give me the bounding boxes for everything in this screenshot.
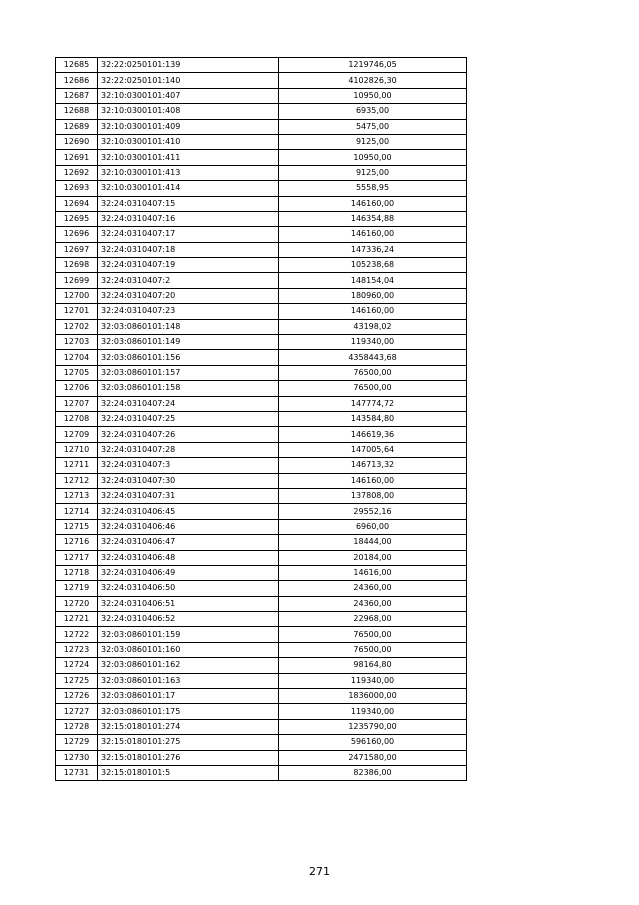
- cadastral-number-cell: 32:15:0180101:5: [98, 765, 279, 780]
- value-cell: 147774,72: [279, 396, 467, 411]
- value-cell: 6960,00: [279, 519, 467, 534]
- value-cell: 119340,00: [279, 704, 467, 719]
- cadastral-number-cell: 32:03:0860101:156: [98, 350, 279, 365]
- table-row: [56, 165, 467, 180]
- value-cell: 76500,00: [279, 627, 467, 642]
- table-row: [56, 319, 467, 334]
- table-row: [56, 365, 467, 380]
- table-body: [56, 58, 467, 781]
- value-cell: 146160,00: [279, 304, 467, 319]
- value-cell: 146160,00: [279, 196, 467, 211]
- value-cell: 148154,04: [279, 273, 467, 288]
- table-row: [56, 765, 467, 780]
- cadastral-number-cell: 32:24:0310407:15: [98, 196, 279, 211]
- row-number-cell: 12702: [56, 319, 98, 334]
- cadastral-number-cell: 32:24:0310407:23: [98, 304, 279, 319]
- table-row: [56, 73, 467, 88]
- row-number-cell: 12698: [56, 258, 98, 273]
- cadastral-number-cell: 32:24:0310406:52: [98, 612, 279, 627]
- row-number-cell: 12722: [56, 627, 98, 642]
- table-row: [56, 242, 467, 257]
- cadastral-number-cell: 32:03:0860101:160: [98, 642, 279, 657]
- cadastral-number-cell: 32:24:0310406:47: [98, 535, 279, 550]
- table-row: [56, 719, 467, 734]
- table-row: [56, 304, 467, 319]
- table-row: [56, 596, 467, 611]
- table-row: [56, 750, 467, 765]
- value-cell: 119340,00: [279, 673, 467, 688]
- row-number-cell: 12707: [56, 396, 98, 411]
- cadastral-number-cell: 32:24:0310407:28: [98, 442, 279, 457]
- table-row: [56, 473, 467, 488]
- value-cell: 29552,16: [279, 504, 467, 519]
- row-number-cell: 12716: [56, 535, 98, 550]
- cadastral-number-cell: 32:24:0310407:2: [98, 273, 279, 288]
- table-row: [56, 442, 467, 457]
- table-row: [56, 581, 467, 596]
- value-cell: 180960,00: [279, 288, 467, 303]
- row-number-cell: 12687: [56, 88, 98, 103]
- cadastral-number-cell: 32:03:0860101:162: [98, 658, 279, 673]
- cadastral-number-cell: 32:03:0860101:17: [98, 689, 279, 704]
- table-row: [56, 458, 467, 473]
- row-number-cell: 12726: [56, 689, 98, 704]
- value-cell: 10950,00: [279, 88, 467, 103]
- table-row: [56, 565, 467, 580]
- row-number-cell: 12688: [56, 104, 98, 119]
- row-number-cell: 12715: [56, 519, 98, 534]
- row-number-cell: 12696: [56, 227, 98, 242]
- cadastral-number-cell: 32:10:0300101:409: [98, 119, 279, 134]
- value-cell: 24360,00: [279, 581, 467, 596]
- value-cell: 146713,32: [279, 458, 467, 473]
- value-cell: 2471580,00: [279, 750, 467, 765]
- cadastral-number-cell: 32:03:0860101:163: [98, 673, 279, 688]
- row-number-cell: 12700: [56, 288, 98, 303]
- value-cell: 5475,00: [279, 119, 467, 134]
- table-row: [56, 627, 467, 642]
- table-row: [56, 58, 467, 73]
- table-row: [56, 519, 467, 534]
- cadastral-number-cell: 32:22:0250101:139: [98, 58, 279, 73]
- page-number: 271: [309, 865, 330, 878]
- row-number-cell: 12697: [56, 242, 98, 257]
- data-table: [55, 57, 467, 781]
- row-number-cell: 12712: [56, 473, 98, 488]
- cadastral-number-cell: 32:24:0310406:51: [98, 596, 279, 611]
- cadastral-number-cell: 32:15:0180101:275: [98, 735, 279, 750]
- row-number-cell: 12717: [56, 550, 98, 565]
- cadastral-number-cell: 32:10:0300101:411: [98, 150, 279, 165]
- cadastral-number-cell: 32:15:0180101:276: [98, 750, 279, 765]
- cadastral-number-cell: 32:03:0860101:148: [98, 319, 279, 334]
- value-cell: 4358443,68: [279, 350, 467, 365]
- cadastral-number-cell: 32:24:0310406:48: [98, 550, 279, 565]
- value-cell: 4102826,30: [279, 73, 467, 88]
- cadastral-number-cell: 32:03:0860101:158: [98, 381, 279, 396]
- row-number-cell: 12691: [56, 150, 98, 165]
- table-row: [56, 288, 467, 303]
- value-cell: 1219746,05: [279, 58, 467, 73]
- table-row: [56, 181, 467, 196]
- row-number-cell: 12689: [56, 119, 98, 134]
- row-number-cell: 12729: [56, 735, 98, 750]
- row-number-cell: 12693: [56, 181, 98, 196]
- cadastral-number-cell: 32:10:0300101:407: [98, 88, 279, 103]
- cadastral-number-cell: 32:24:0310407:25: [98, 411, 279, 426]
- table-row: [56, 612, 467, 627]
- value-cell: 6935,00: [279, 104, 467, 119]
- table-row: [56, 642, 467, 657]
- table-row: [56, 211, 467, 226]
- cadastral-number-cell: 32:24:0310406:45: [98, 504, 279, 519]
- cadastral-number-cell: 32:03:0860101:157: [98, 365, 279, 380]
- cadastral-number-cell: 32:03:0860101:149: [98, 335, 279, 350]
- row-number-cell: 12724: [56, 658, 98, 673]
- table-row: [56, 196, 467, 211]
- row-number-cell: 12705: [56, 365, 98, 380]
- value-cell: 147336,24: [279, 242, 467, 257]
- cadastral-number-cell: 32:24:0310407:19: [98, 258, 279, 273]
- cadastral-number-cell: 32:10:0300101:410: [98, 134, 279, 149]
- value-cell: 1235790,00: [279, 719, 467, 734]
- table-row: [56, 673, 467, 688]
- value-cell: 82386,00: [279, 765, 467, 780]
- cadastral-number-cell: 32:24:0310407:3: [98, 458, 279, 473]
- table-row: [56, 535, 467, 550]
- cadastral-number-cell: 32:10:0300101:414: [98, 181, 279, 196]
- cadastral-number-cell: 32:24:0310407:31: [98, 488, 279, 503]
- row-number-cell: 12723: [56, 642, 98, 657]
- value-cell: 76500,00: [279, 365, 467, 380]
- value-cell: 146354,88: [279, 211, 467, 226]
- cadastral-number-cell: 32:22:0250101:140: [98, 73, 279, 88]
- row-number-cell: 12720: [56, 596, 98, 611]
- row-number-cell: 12713: [56, 488, 98, 503]
- cadastral-number-cell: 32:03:0860101:175: [98, 704, 279, 719]
- table-row: [56, 335, 467, 350]
- row-number-cell: 12730: [56, 750, 98, 765]
- table-row: [56, 704, 467, 719]
- row-number-cell: 12686: [56, 73, 98, 88]
- row-number-cell: 12685: [56, 58, 98, 73]
- table-row: [56, 689, 467, 704]
- value-cell: 146160,00: [279, 227, 467, 242]
- cadastral-number-cell: 32:10:0300101:413: [98, 165, 279, 180]
- table-row: [56, 504, 467, 519]
- table-row: [56, 396, 467, 411]
- table-row: [56, 273, 467, 288]
- value-cell: 146160,00: [279, 473, 467, 488]
- value-cell: 105238,68: [279, 258, 467, 273]
- row-number-cell: 12690: [56, 134, 98, 149]
- row-number-cell: 12704: [56, 350, 98, 365]
- value-cell: 596160,00: [279, 735, 467, 750]
- cadastral-number-cell: 32:24:0310406:49: [98, 565, 279, 580]
- value-cell: 147005,64: [279, 442, 467, 457]
- cadastral-number-cell: 32:24:0310407:30: [98, 473, 279, 488]
- cadastral-number-cell: 32:15:0180101:274: [98, 719, 279, 734]
- cadastral-number-cell: 32:24:0310406:50: [98, 581, 279, 596]
- value-cell: 18444,00: [279, 535, 467, 550]
- table-row: [56, 381, 467, 396]
- value-cell: 146619,36: [279, 427, 467, 442]
- table-row: [56, 735, 467, 750]
- row-number-cell: 12718: [56, 565, 98, 580]
- row-number-cell: 12728: [56, 719, 98, 734]
- table-row: [56, 427, 467, 442]
- row-number-cell: 12695: [56, 211, 98, 226]
- table-row: [56, 350, 467, 365]
- table-row: [56, 104, 467, 119]
- cadastral-number-cell: 32:24:0310407:24: [98, 396, 279, 411]
- cadastral-number-cell: 32:24:0310407:16: [98, 211, 279, 226]
- value-cell: 98164,80: [279, 658, 467, 673]
- value-cell: 143584,80: [279, 411, 467, 426]
- row-number-cell: 12703: [56, 335, 98, 350]
- value-cell: 22968,00: [279, 612, 467, 627]
- value-cell: 119340,00: [279, 335, 467, 350]
- row-number-cell: 12727: [56, 704, 98, 719]
- value-cell: 24360,00: [279, 596, 467, 611]
- table-row: [56, 150, 467, 165]
- value-cell: 9125,00: [279, 165, 467, 180]
- value-cell: 43198,02: [279, 319, 467, 334]
- cadastral-number-cell: 32:24:0310406:46: [98, 519, 279, 534]
- table-row: [56, 258, 467, 273]
- row-number-cell: 12709: [56, 427, 98, 442]
- cadastral-number-cell: 32:24:0310407:20: [98, 288, 279, 303]
- value-cell: 9125,00: [279, 134, 467, 149]
- table-row: [56, 658, 467, 673]
- value-cell: 20184,00: [279, 550, 467, 565]
- row-number-cell: 12699: [56, 273, 98, 288]
- cadastral-number-cell: 32:24:0310407:18: [98, 242, 279, 257]
- table-row: [56, 119, 467, 134]
- table-row: [56, 227, 467, 242]
- cadastral-number-cell: 32:03:0860101:159: [98, 627, 279, 642]
- table-row: [56, 88, 467, 103]
- cadastral-number-cell: 32:24:0310407:26: [98, 427, 279, 442]
- row-number-cell: 12708: [56, 411, 98, 426]
- row-number-cell: 12721: [56, 612, 98, 627]
- cadastral-number-cell: 32:24:0310407:17: [98, 227, 279, 242]
- row-number-cell: 12711: [56, 458, 98, 473]
- value-cell: 137808,00: [279, 488, 467, 503]
- cadastral-number-cell: 32:10:0300101:408: [98, 104, 279, 119]
- row-number-cell: 12692: [56, 165, 98, 180]
- value-cell: 76500,00: [279, 642, 467, 657]
- value-cell: 14616,00: [279, 565, 467, 580]
- table-row: [56, 411, 467, 426]
- table-row: [56, 488, 467, 503]
- row-number-cell: 12725: [56, 673, 98, 688]
- value-cell: 1836000,00: [279, 689, 467, 704]
- value-cell: 10950,00: [279, 150, 467, 165]
- row-number-cell: 12701: [56, 304, 98, 319]
- value-cell: 5558,95: [279, 181, 467, 196]
- row-number-cell: 12710: [56, 442, 98, 457]
- table-row: [56, 550, 467, 565]
- value-cell: 76500,00: [279, 381, 467, 396]
- row-number-cell: 12731: [56, 765, 98, 780]
- row-number-cell: 12706: [56, 381, 98, 396]
- row-number-cell: 12719: [56, 581, 98, 596]
- table-row: [56, 134, 467, 149]
- row-number-cell: 12714: [56, 504, 98, 519]
- row-number-cell: 12694: [56, 196, 98, 211]
